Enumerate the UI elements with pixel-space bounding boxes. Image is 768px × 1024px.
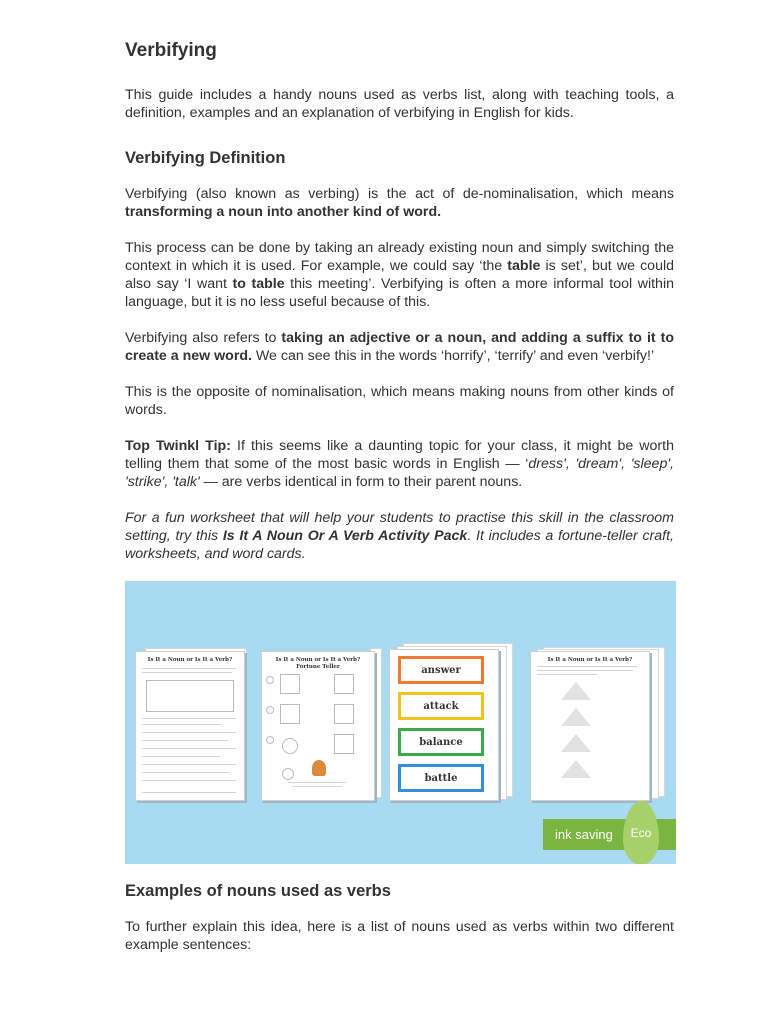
worksheet-4-title: Is It a Noun or Is It a Verb? bbox=[547, 657, 633, 663]
definition-paragraph-4: This is the opposite of nominalisation, which means making nouns from other kinds of words. bbox=[125, 384, 674, 418]
worksheet-preview-1 bbox=[135, 651, 245, 801]
definition-paragraph-3: Verbifying also refers to taking an adjective or a noun, and adding a suffix to it to create a new word. We can see this in the words ‘horrify’, ‘terrify’ and even ‘verbify!’ bbox=[125, 330, 674, 364]
activity-pack-image[interactable] bbox=[125, 581, 676, 864]
definition-paragraph-1: Verbifying (also known as verbing) is the act of de-nominalisation, which means transforming a noun into another kind of word. bbox=[125, 186, 674, 220]
eco-leaf-icon bbox=[623, 801, 659, 864]
eco-badge: Eco bbox=[630, 826, 652, 840]
worksheet-preview-4 bbox=[530, 651, 650, 801]
twinkl-tip: Top Twinkl Tip: If this seems like a daunting topic for your class, it might be worth telling them that some of the most basic words in English — ‘dress', 'dream', 'sleep', 'strike', 'talk' — are verbs identical in form to their parent nouns. bbox=[125, 438, 674, 490]
intro-paragraph: This guide includes a handy nouns used as verbs list, along with teaching tools, a definition, examples and an explanation of verbifying in English for kids. bbox=[125, 87, 674, 121]
page-title: Verbifying bbox=[125, 40, 217, 61]
definition-heading: Verbifying Definition bbox=[125, 149, 286, 167]
worksheet-2-title: Is It a Noun or Is It a Verb? bbox=[275, 657, 361, 663]
word-card-balance: balance bbox=[398, 728, 484, 756]
worksheet-2-subtitle: Fortune Teller bbox=[296, 664, 340, 670]
examples-paragraph: To further explain this idea, here is a list of nouns used as verbs within two different example sentences: bbox=[125, 919, 674, 953]
worksheet-1-title: Is It a Noun or Is It a Verb? bbox=[147, 657, 233, 663]
word-card-answer: answer bbox=[398, 656, 484, 684]
definition-paragraph-2: This process can be done by taking an already existing noun and simply switching the context in which it is used. For example, we could say ‘the table is set’, but we could also say ‘I want to table this meeting’. Verbifying is often a more informal tool within language, but it is no less useful because of this. bbox=[125, 240, 674, 310]
ink-saving-label: ink saving bbox=[543, 819, 676, 850]
word-card-attack: attack bbox=[398, 692, 484, 720]
worksheet-preview-2 bbox=[261, 651, 375, 801]
word-cards-preview bbox=[389, 649, 499, 801]
worksheet-promo: For a fun worksheet that will help your students to practise this skill in the classroom setting, try this Is It A Noun Or A Verb Activity Pack. It includes a fortune-teller craft, worksheets, and word cards. bbox=[125, 510, 674, 562]
article bbox=[125, 40, 674, 972]
word-card-battle: battle bbox=[398, 764, 484, 792]
examples-heading: Examples of nouns used as verbs bbox=[125, 882, 391, 900]
